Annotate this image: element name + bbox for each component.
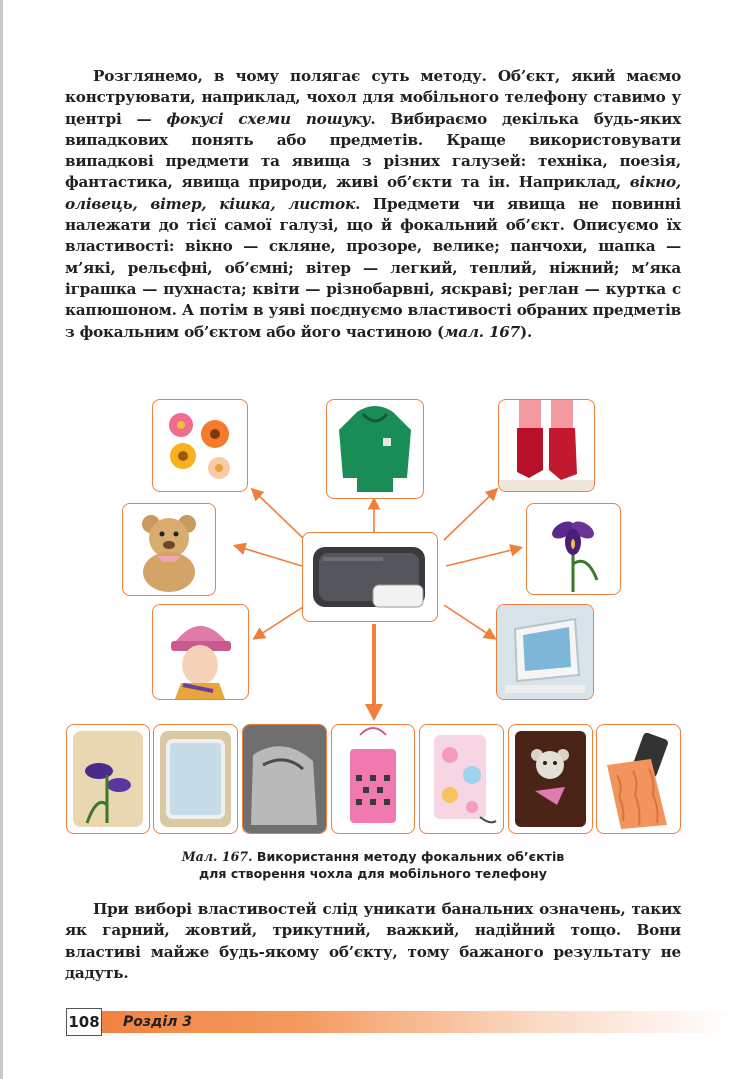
iris-flower-image xyxy=(526,503,621,595)
text-segment: ставимо у центрі — xyxy=(65,88,681,128)
figure-label: Мал. 167. xyxy=(181,849,253,864)
window-image xyxy=(496,604,594,700)
text-segment: . Вибираємо декілька будь-яких випадкових понять або предметів. Краще використовувати випадкові предмети та явища з різних галузей: техніка, поезія, фантастика, явища природи, живі об’єкти та ін. Наприклад, xyxy=(65,109,681,192)
page-number: 108 xyxy=(66,1008,102,1036)
pink-pattern-case-image xyxy=(331,724,415,834)
examples-term: вікно, олівець, вітер, кішка, листок xyxy=(65,173,681,213)
caption-line-2: для створення чохла для мобільного телефону xyxy=(199,866,547,881)
section-label: Розділ 3 xyxy=(123,1014,192,1030)
focus-term: фокусі схеми пошуку xyxy=(166,109,371,128)
caption-line-1: Використання методу фокальних об’єктів xyxy=(256,849,565,864)
focal-object-term: чохол для мобільного телефону xyxy=(306,88,588,107)
floral-case-image xyxy=(419,724,504,834)
text-segment: . Предмети чи явища не повинні належати до тієї самої галузі, що й фокальний об’єкт. Описуємо їх властивості: вікно — скляне, прозоре, велике; панчохи, шапка — м’які, рельєфні, об’ємні; вітер — легкий, теплий, ніжний; м’яка іграшка — пухнаста; квіти — різнобарвні, яскраві; реглан — куртка с капюшоном. А потім в уяві поєднуємо властивості обраних предметів з фокальним об’єктом або його частиною ( xyxy=(65,194,681,341)
figure-reference: мал. 167 xyxy=(443,322,521,341)
knit-case-image xyxy=(596,724,681,834)
flowers-image xyxy=(152,399,248,492)
focal-object-phone-case xyxy=(302,532,438,622)
window-case-image xyxy=(153,724,238,834)
knitted-hat-image xyxy=(152,604,249,700)
iris-case-image xyxy=(66,724,150,834)
red-socks-image xyxy=(498,399,595,492)
green-hoodie-image xyxy=(326,399,424,499)
bear-case-image xyxy=(508,724,593,834)
figure-caption xyxy=(65,848,681,882)
paragraph-text: При виборі властивостей слід уникати банальних означень, таких як гарний, жовтий, трикутний, важкий, надійний тощо. Вони властиві майже будь-якому об’єкту, тому бажаного результату не дадуть. xyxy=(65,900,681,982)
teddy-bear-image xyxy=(122,503,216,596)
text-segment: Розглянемо, в чому полягає суть методу. Об’єкт, який маємо конструювати, наприклад, xyxy=(65,67,681,107)
text-segment: ). xyxy=(520,322,533,341)
grey-case-image xyxy=(242,724,327,834)
paragraph-property-advice xyxy=(65,899,681,984)
